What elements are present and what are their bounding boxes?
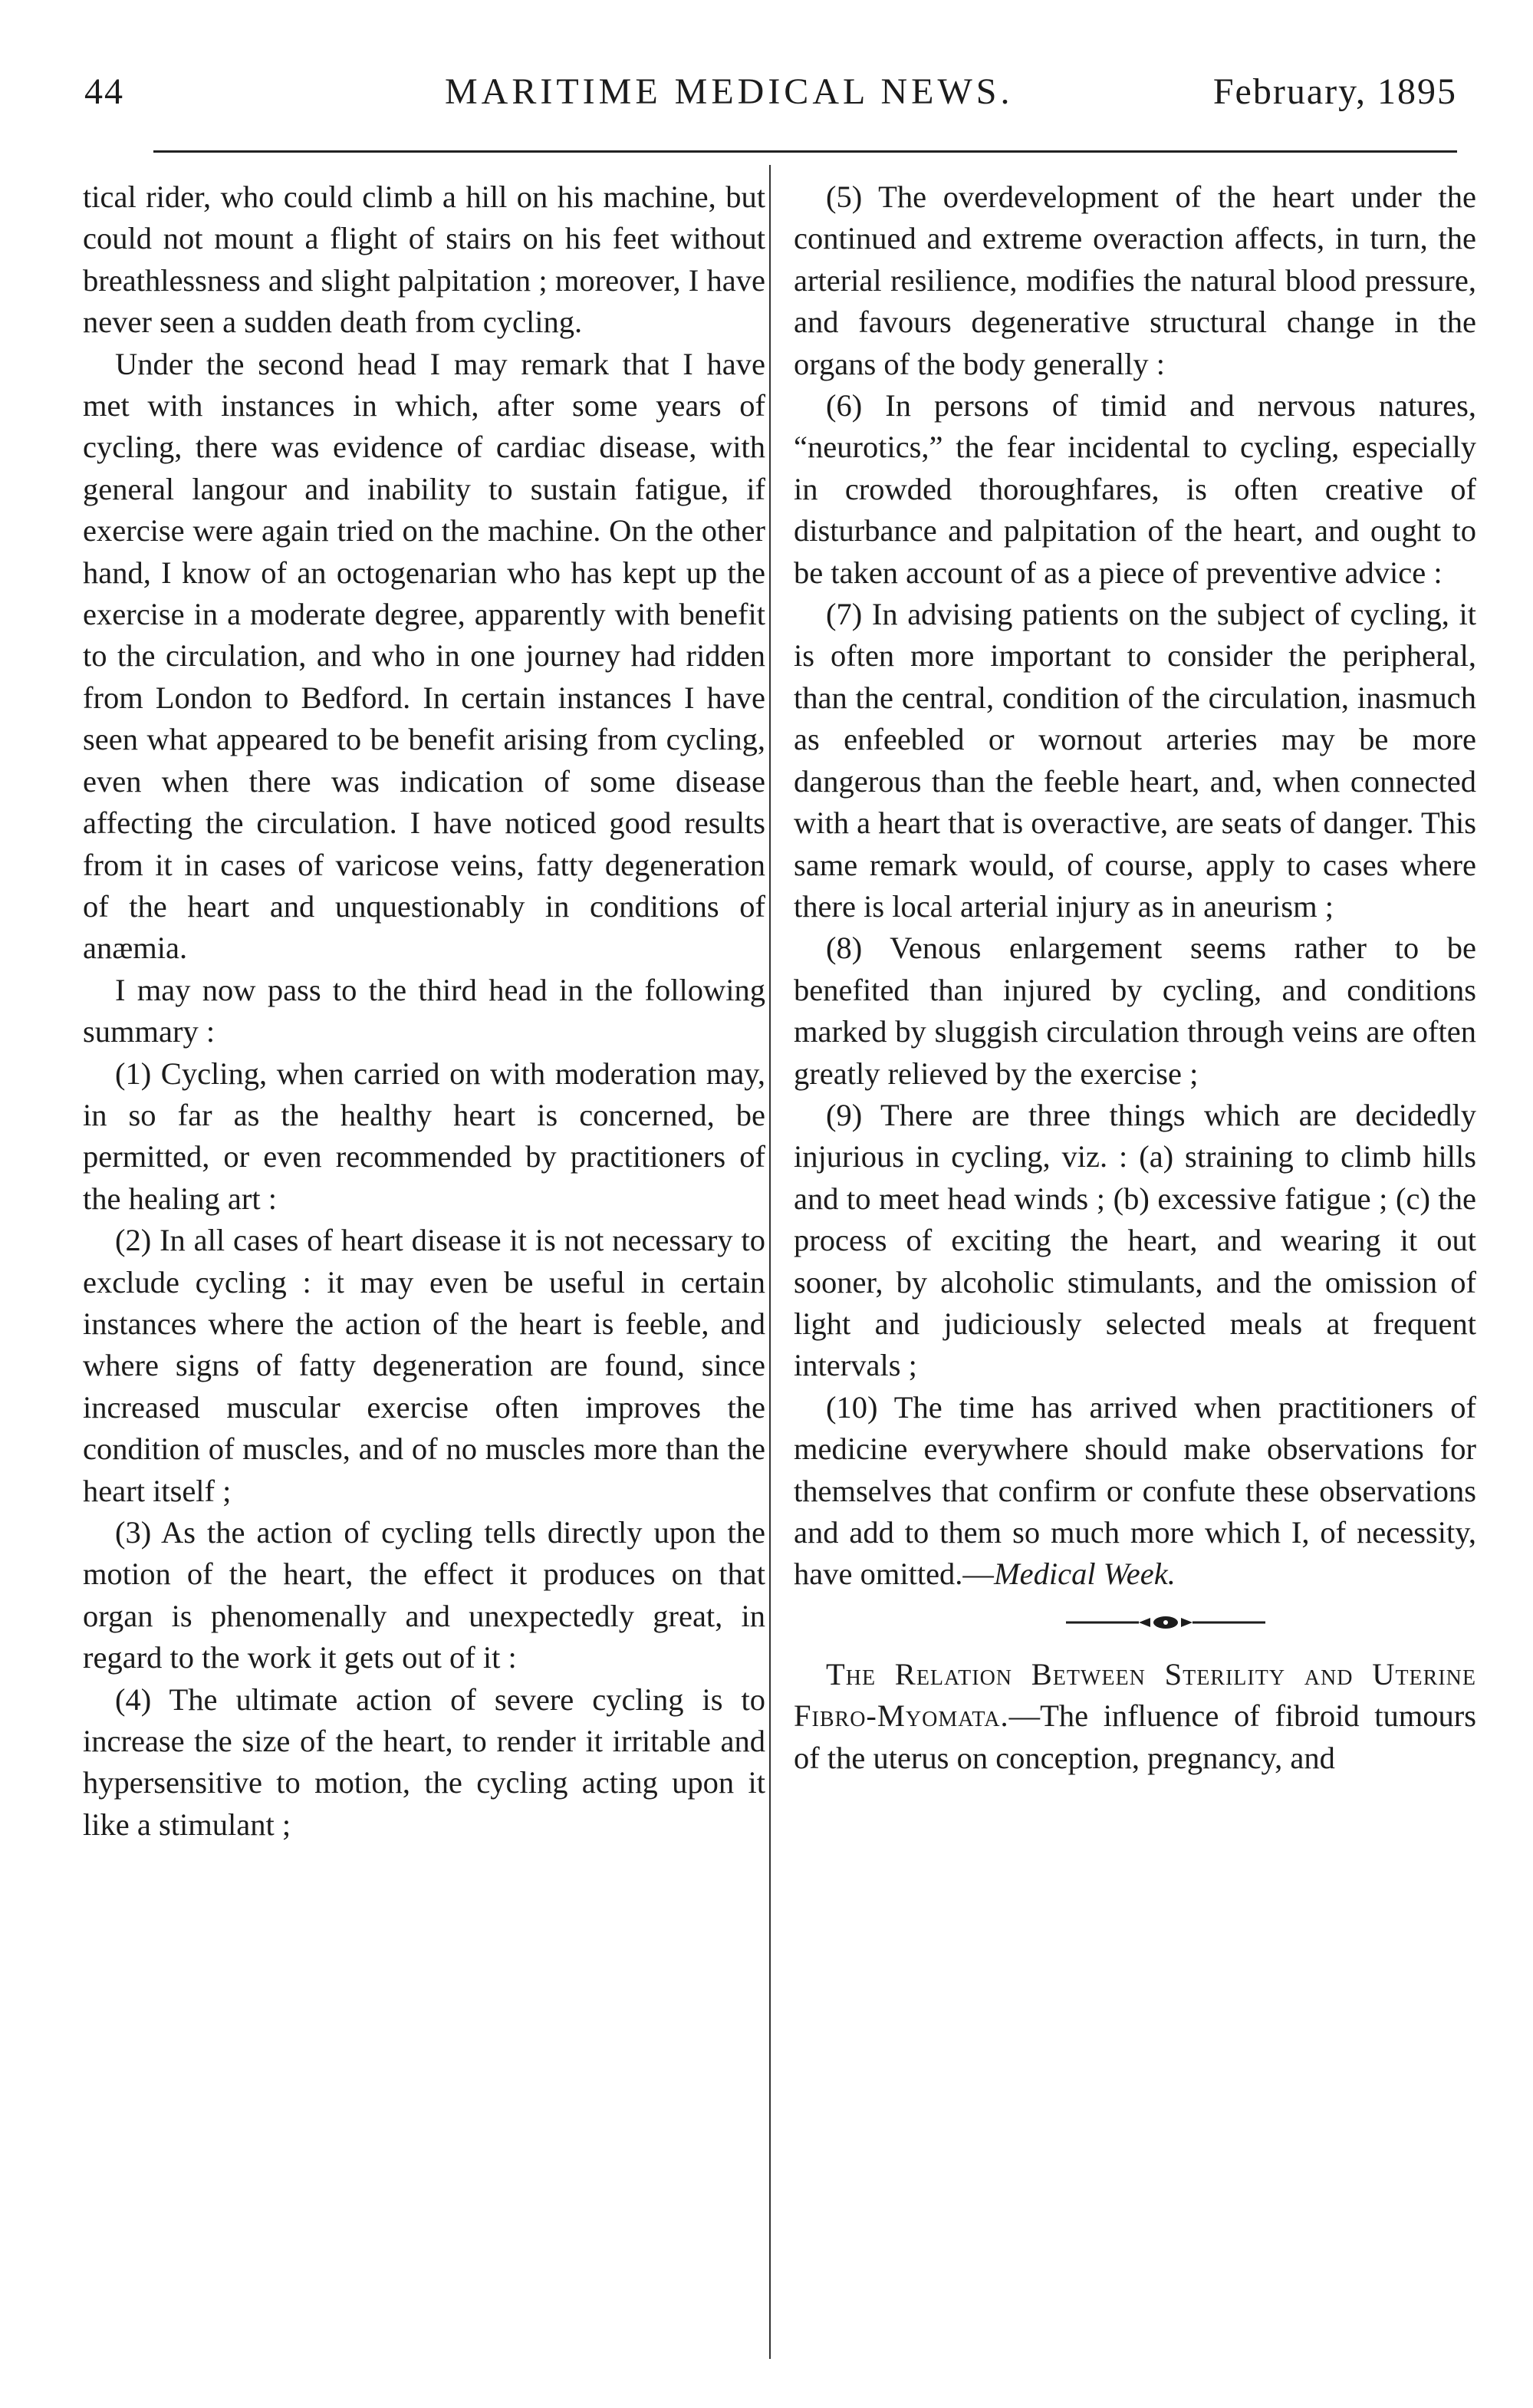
paragraph: Under the second head I may remark that I have met with instances in which, after some years of cycling, there was evidence of cardiac disease, with general langour and inability to sustain fatigue, if exercise were again tried on the machine. On the other hand, I know of an octogenarian who has kept up the exercise in a moderate degree, apparently with benefit to the circulation, and who in one journey had ridden from London to Bedford. In certain instances I have seen what appeared to be benefit arising from cycling, even when there was indication of some disease affecting the circulation. I have noticed good results from it in cases of varicose veins, fatty degeneration of the heart and unquestionably in conditions of anæmia.: [83, 346, 765, 966]
summary-item-9: (9) There are three things which are decidedly injurious in cycling, viz. : (a) straining to climb hills and to meet head winds ; (b) excessive fatigue ; (c) the process of exciting the heart, and wearing it out sooner, by alcoholic stimulants, and the omission of light and judiciously selected meals at frequent intervals ;: [794, 1097, 1476, 1383]
running-head: [84, 71, 1457, 132]
header-rule: [153, 150, 1457, 153]
right-column: [794, 176, 1476, 1779]
section-paragraph: [794, 1654, 1476, 1779]
summary-item-6: (6) In persons of timid and nervous natures, “neurotics,” the fear incidental to cycling, especially in crowded thoroughfares, is often creative of disturbance and palpitation of the heart, and ought to be taken account of as a piece of preventive advice :: [794, 388, 1476, 590]
summary-item-7: (7) In advising patients on the subject of cycling, it is often more important to consider the peripheral, than the central, condition of the circulation, inasmuch as enfeebled or wornout arteries may be more dangerous than the feeble heart, and, when connected with a heart that is overactive, are seats of danger. This same remark would, of course, apply to cases where there is local arterial injury as in aneurism ;: [794, 597, 1476, 924]
source-citation: Medical Week.: [993, 1556, 1176, 1592]
summary-item-1: (1) Cycling, when carried on with moderation may, in so far as the healthy heart is concerned, be permitted, or even recommended by practitioners of the healing art :: [83, 1056, 765, 1216]
summary-item-3: (3) As the action of cycling tells directly upon the motion of the heart, the effect it produces on that organ is phenomenally and unexpectedly great, in regard to the work it gets out of it :: [83, 1515, 765, 1675]
issue-date: February, 1895: [1212, 71, 1457, 112]
summary-item-4: (4) The ultimate action of severe cycling is to increase the size of the heart, to render it irritable and hypersensitive to motion, the cycling acting upon it like a stimulant ;: [83, 1682, 765, 1842]
section-text: —The influence of fibroid tumours of the uterus on conception, pregnancy, and: [794, 1698, 1476, 1775]
ornament-icon: [1066, 1614, 1265, 1631]
summary-item-5: (5) The overdevelopment of the heart under the continued and extreme overaction affects, in turn, the arterial resilience, modifies the natural blood pressure, and favours degenerative structural change in the organs of the body generally :: [794, 180, 1476, 381]
column-divider: [769, 165, 771, 2359]
section-heading: The Relation Between Sterility and Uterine Fibro-Myomata.: [794, 1656, 1476, 1734]
summary-item-10: [794, 1387, 1476, 1596]
section-ornament: [1066, 1614, 1265, 1631]
left-column: [83, 176, 765, 1846]
journal-title: MARITIME MEDICAL NEWS.: [445, 71, 1014, 112]
summary-item-8: (8) Venous enlargement seems rather to be benefited than injured by cycling, and conditions marked by sluggish circulation through veins are often greatly relieved by the exercise ;: [794, 931, 1476, 1091]
paragraph: I may now pass to the third head in the following summary :: [83, 972, 765, 1049]
summary-item-2: (2) In all cases of heart disease it is not necessary to exclude cycling : it may even be useful in certain instances where the action of the heart is feeble, and where signs of fatty degeneration are found, since increased muscular exercise often improves the condition of muscles, and of no muscles more than the heart itself ;: [83, 1223, 765, 1508]
page-number: 44: [84, 71, 124, 112]
paragraph-text: (10) The time has arrived when practitioners of medicine everywhere should make observations for themselves that confirm or confute these observations and add to them so much more which I, of necessity, have omitted.—: [794, 1389, 1476, 1592]
paragraph: tical rider, who could climb a hill on his machine, but could not mount a flight of stairs on his feet without breathlessness and slight palpitation ; moreover, I have never seen a sudden death from cycling.: [83, 180, 765, 340]
